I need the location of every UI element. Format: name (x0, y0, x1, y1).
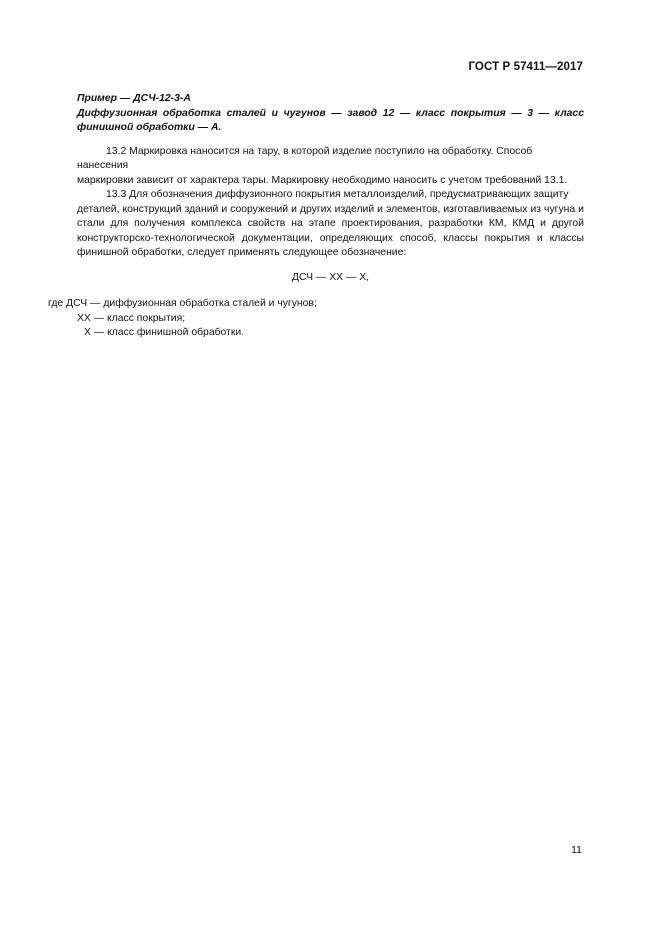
section-13-2-rest: маркировки зависит от характера тары. Маркировку необходимо наносить с учетом требований 13.1. (77, 174, 568, 186)
legend-line-x: Х — класс финишной обработки. (84, 327, 245, 338)
section-13-3-rest: деталей, конструкций зданий и сооружений и других изделий и элементов, изготавливаемых из чугуна и стали для получения комплекса свойств на этапе проектирования, разработки КМ, КМД и другой конструкторско-технологической документации, определяющих способ, классы покрытия и классы финишной обработки, следует применять следующее обозначение: (77, 203, 584, 258)
page-number: 11 (571, 844, 582, 856)
document-number-header: ГОСТ Р 57411—2017 (468, 61, 583, 73)
section-13-2-lead (77, 145, 584, 174)
page-content (48, 92, 584, 341)
formula-legend (48, 297, 584, 341)
example-body: Диффузионная обработка сталей и чугунов — завод 12 — класс покрытия — 3 — класс финишной обработки — А. (77, 107, 584, 133)
section-13-2-lead-text: 13.2 Маркировка наносится на тару, в которой изделие поступило на обработку. Способ нанесения (77, 145, 533, 171)
legend-line-xx: ХХ — класс покрытия; (77, 312, 186, 324)
designation-formula: ДСЧ — ХХ — Х, (291, 271, 370, 283)
example-title: Пример — ДСЧ-12-3-А (77, 93, 191, 104)
section-13-3-lead (77, 188, 584, 203)
legend-line-dsch: где ДСЧ — диффузионная обработка сталей и чугунов; (48, 298, 317, 309)
section-13-3-lead-text: 13.3 Для обозначения диффузионного покрытия металлоизделий, предусматривающих защиту (106, 189, 569, 200)
